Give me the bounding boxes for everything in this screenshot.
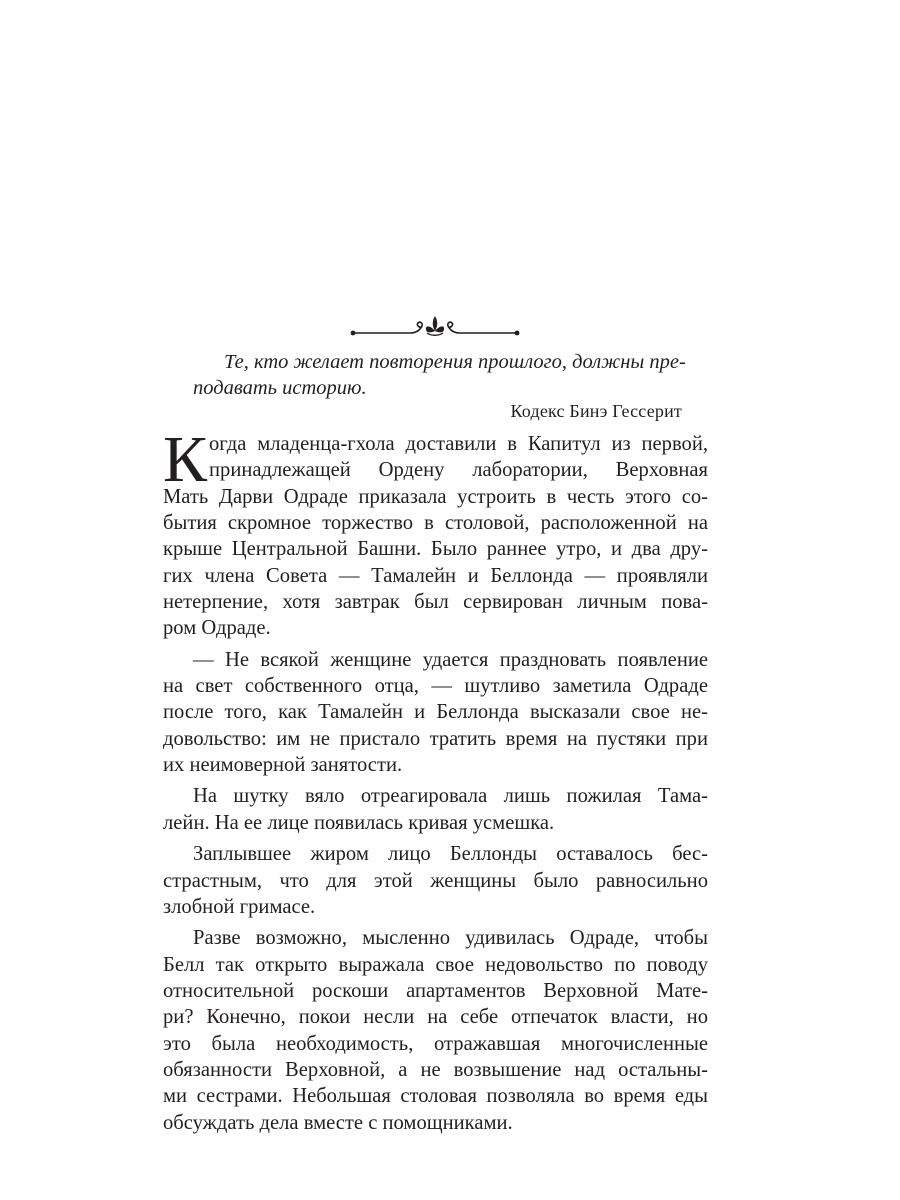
text-line: ром Одраде. [163,617,271,640]
body-text [163,423,708,1136]
text-line: лейн. На ее лице появилась кривая усмешка. [163,811,555,834]
text-line: нетерпение, хотя завтрак был сервирован личным пова- [163,591,708,614]
epigraph-line: подавать историю. [193,377,367,399]
epigraph [193,349,686,401]
text-line: это была необходимость, отражавшая многочисленные [163,1032,708,1055]
text-line: их неимоверной занятости. [163,754,403,777]
text-line: довольство: им не пристало тратить время на пустяки при [163,727,708,750]
text-line: гих члена Совета — Тамалейн и Беллонда — проявляли [163,564,708,587]
text-line: обязанности Верховной, а не возвышение над остальны- [163,1058,708,1081]
flourish-ornament-icon [350,312,520,342]
text-line: На шутку вяло отреагировала лишь пожилая Тама- [193,785,708,808]
text-line: Белл так открыто выражала свое недовольство по поводу [163,953,708,976]
epigraph-line: Те, кто желает повторения прошлого, должны пре- [224,351,686,373]
text-line: страстным, что для этой женщины было равносильно [163,869,708,892]
text-line: обсуждать дела вместе с помощниками. [163,1111,513,1134]
text-line: крыше Центральной Башни. Было раннее утро, и два дру- [163,538,708,561]
text-line: — Не всякой женщине удается праздновать появление [193,648,708,671]
text-line: Разве возможно, мысленно удивилась Одраде, чтобы [193,927,708,950]
text-line: злобной гримасе. [163,895,316,918]
text-line: ми сестрами. Небольшая столовая позволяла во время еды [163,1085,708,1108]
text-line: принадлежащей Ордену лаборатории, Верховная [209,459,708,482]
drop-cap: К [163,423,208,496]
text-line: после того, как Тамалейн и Беллонда высказали свое не- [163,701,708,724]
text-line: относительной роскоши апартаментов Верховной Мате- [163,979,708,1002]
text-line: Мать Дарви Одраде приказала устроить в честь этого со- [163,485,708,508]
text-line: Заплывшее жиром лицо Беллонды оставалось бес- [193,843,708,866]
epigraph-attribution: Кодекс Бинэ Гессерит [510,401,682,421]
text-line: огда младенца-гхола доставили в Капитул из первой, [209,433,708,455]
text-line: ри? Конечно, покои несли на себе отпечаток власти, но [163,1006,708,1029]
text-line: бытия скромное торжество в столовой, расположенной на [163,512,708,535]
text-line: на свет собственного отца, — шутливо заметила Одраде [163,675,708,698]
